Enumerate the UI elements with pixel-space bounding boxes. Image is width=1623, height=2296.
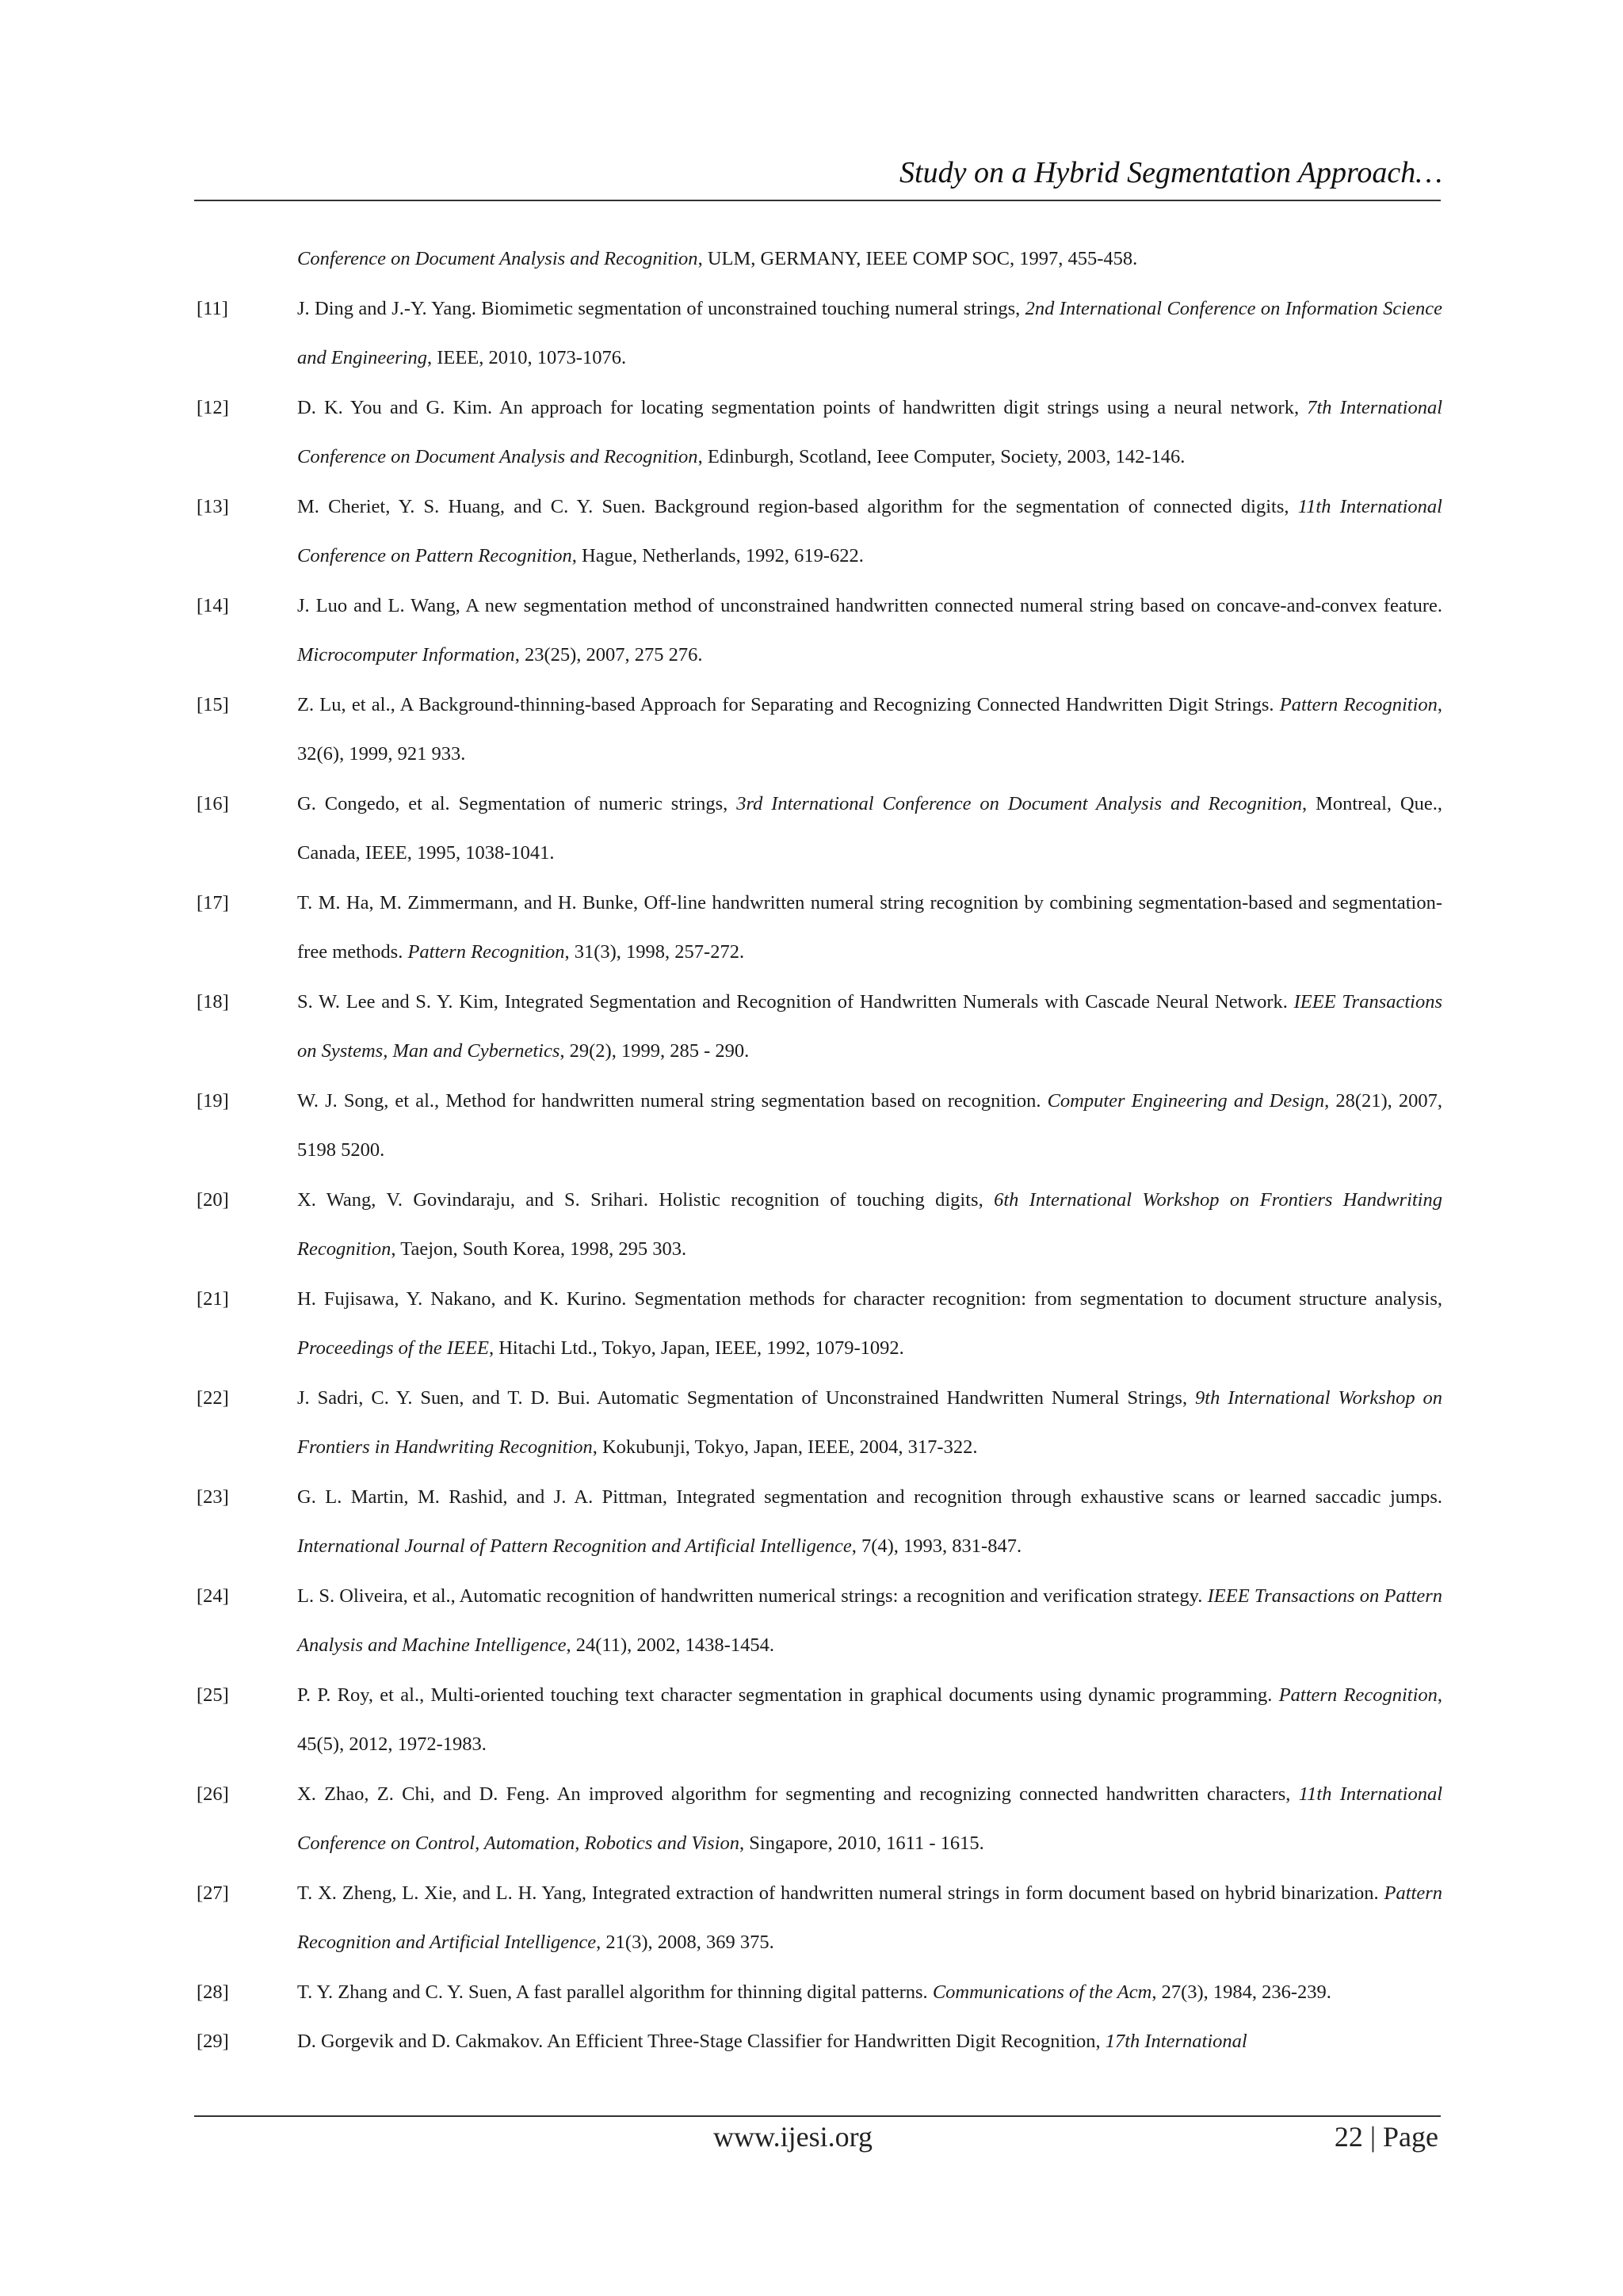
reference-text	[297, 1374, 1442, 1473]
reference-text	[297, 1473, 1442, 1572]
reference-segment: D. Gorgevik and D. Cakmakov. An Efficient Three-Stage Classifier for Handwritten Digit Recognition,	[297, 2031, 1106, 2052]
footer-rule	[194, 2115, 1441, 2117]
reference-number: [22]	[197, 1386, 229, 1409]
reference-venue: Pattern Recognition	[407, 941, 565, 963]
reference-entry	[197, 978, 1442, 1077]
reference-segment: , Edinburgh, Scotland, Ieee Computer, Society, 2003, 142-146.	[697, 446, 1186, 467]
reference-text	[297, 780, 1442, 879]
reference-segment: , 45(5), 2012, 1972-1983.	[297, 1684, 1443, 1755]
reference-venue: 7th International Conference on Document Analysis and Recognition	[297, 396, 1442, 467]
reference-segment: J. Sadri, C. Y. Suen, and T. D. Bui. Automatic Segmentation of Unconstrained Handwritten Numeral Strings,	[297, 1386, 1196, 1409]
reference-segment: P. P. Roy, et al., Multi-oriented touching text character segmentation in graphical documents using dynamic programming.	[297, 1684, 1279, 1706]
reference-segment: , 7(4), 1993, 831-847.	[851, 1535, 1022, 1557]
reference-entry	[197, 1176, 1442, 1275]
reference-segment: G. L. Martin, M. Rashid, and J. A. Pittman, Integrated segmentation and recognition through exhaustive scans or learned saccadic jumps.	[297, 1486, 1442, 1508]
reference-entry	[197, 1275, 1442, 1374]
reference-number: [13]	[197, 495, 229, 517]
reference-venue: Pattern Recognition	[1279, 693, 1438, 715]
reference-entry	[197, 383, 1442, 482]
reference-segment: , Taejon, South Korea, 1998, 295 303.	[391, 1238, 687, 1260]
reference-text	[297, 2017, 1442, 2067]
reference-venue: IEEE Transactions on Systems, Man and Cybernetics	[297, 990, 1443, 1062]
reference-venue: Pattern Recognition and Artificial Intelligence	[297, 1882, 1442, 1953]
reference-text	[297, 1671, 1442, 1770]
reference-segment: J. Luo and L. Wang, A new segmentation method of unconstrained handwritten connected numeral string based on concave-and-convex feature.	[297, 594, 1442, 616]
reference-segment: , 24(11), 2002, 1438-1454.	[566, 1634, 774, 1656]
reference-number: [26]	[197, 1783, 229, 1805]
reference-entry	[197, 1968, 1442, 2018]
reference-entry	[197, 284, 1442, 383]
reference-segment: , IEEE, 2010, 1073-1076.	[427, 347, 627, 368]
reference-entry	[197, 681, 1442, 780]
reference-text	[297, 235, 1442, 284]
reference-venue: 17th International	[1105, 2031, 1247, 2052]
reference-segment: , Kokubunji, Tokyo, Japan, IEEE, 2004, 317-322.	[592, 1436, 978, 1458]
reference-text	[297, 1176, 1442, 1275]
reference-segment: T. Y. Zhang and C. Y. Suen, A fast parallel algorithm for thinning digital patterns.	[297, 1981, 933, 2003]
reference-segment: , 31(3), 1998, 257-272.	[564, 941, 745, 963]
reference-segment: W. J. Song, et al., Method for handwritten numeral string segmentation based on recognition.	[297, 1089, 1048, 1112]
reference-entry	[197, 780, 1442, 879]
reference-segment: L. S. Oliveira, et al., Automatic recognition of handwritten numerical strings: a recognition and verification strategy.	[297, 1585, 1208, 1607]
reference-entry	[197, 1869, 1442, 1968]
header-rule	[194, 200, 1441, 201]
reference-number: [19]	[197, 1089, 229, 1112]
reference-text	[297, 1275, 1442, 1374]
reference-venue: 9th International Workshop on Frontiers in Handwriting Recognition	[297, 1386, 1442, 1458]
reference-entry	[197, 1671, 1442, 1770]
reference-text	[297, 978, 1442, 1077]
reference-number: [29]	[197, 2031, 229, 2052]
reference-text	[297, 582, 1442, 681]
reference-text	[297, 879, 1442, 978]
reference-segment: , 21(3), 2008, 369 375.	[596, 1932, 774, 1953]
reference-entry	[197, 1770, 1442, 1869]
reference-entry	[197, 1572, 1442, 1671]
reference-venue: International Journal of Pattern Recognition and Artificial Intelligence	[297, 1535, 852, 1557]
reference-entry	[197, 482, 1442, 582]
reference-entry	[197, 1077, 1442, 1176]
reference-entry	[197, 879, 1442, 978]
reference-venue: 6th International Workshop on Frontiers Handwriting Recognition	[297, 1188, 1442, 1260]
reference-number: [21]	[197, 1287, 229, 1310]
reference-number: [28]	[197, 1981, 229, 2003]
reference-segment: , 27(3), 1984, 236-239.	[1151, 1981, 1331, 2003]
reference-venue: Proceedings of the IEEE	[297, 1337, 489, 1359]
reference-segment: X. Zhao, Z. Chi, and D. Feng. An improved algorithm for segmenting and recognizing connected handwritten characters,	[297, 1783, 1299, 1805]
reference-number: [16]	[197, 792, 229, 814]
reference-venue: 11th International Conference on Pattern Recognition	[297, 495, 1442, 566]
reference-segment: , ULM, GERMANY, IEEE COMP SOC, 1997, 455-458.	[697, 248, 1138, 269]
reference-number: [23]	[197, 1486, 229, 1508]
reference-segment: , Hitachi Ltd., Tokyo, Japan, IEEE, 1992, 1079-1092.	[488, 1337, 904, 1359]
reference-text	[297, 1869, 1442, 1968]
reference-venue: Pattern Recognition	[1278, 1684, 1438, 1706]
reference-segment: G. Congedo, et al. Segmentation of numeric strings,	[297, 792, 737, 814]
reference-venue: 11th International Conference on Control, Automation, Robotics and Vision	[297, 1783, 1442, 1854]
reference-entry	[197, 1473, 1442, 1572]
reference-segment: , 29(2), 1999, 285 - 290.	[559, 1040, 750, 1062]
reference-segment: T. X. Zheng, L. Xie, and L. H. Yang, Integrated extraction of handwritten numeral strings in form document based on hybrid binarization.	[297, 1882, 1384, 1904]
reference-text	[297, 284, 1442, 383]
reference-entry	[197, 582, 1442, 681]
reference-entry	[197, 235, 1442, 284]
reference-text	[297, 383, 1442, 482]
reference-segment: , 28(21), 2007, 5198 5200.	[297, 1089, 1442, 1161]
reference-text	[297, 681, 1442, 780]
reference-number: [14]	[197, 594, 229, 616]
reference-segment: D. K. You and G. Kim. An approach for locating segmentation points of handwritten digit strings using a neural network,	[297, 396, 1308, 418]
reference-segment: , Hague, Netherlands, 1992, 619-622.	[571, 545, 864, 566]
reference-segment: T. M. Ha, M. Zimmermann, and H. Bunke, Off-line handwritten numeral string recognition by combining segmentation-based and segmentation-free methods.	[297, 891, 1442, 963]
reference-venue: 2nd International Conference on Information Science and Engineering	[297, 297, 1442, 368]
reference-number: [12]	[197, 396, 229, 418]
reference-text	[297, 1077, 1442, 1176]
reference-text	[297, 1968, 1442, 2018]
reference-segment: Z. Lu, et al., A Background-thinning-based Approach for Separating and Recognizing Connected Handwritten Digit Strings.	[297, 693, 1280, 715]
reference-venue: Conference on Document Analysis and Recognition	[297, 248, 698, 269]
reference-segment: , Montreal, Que., Canada, IEEE, 1995, 1038-1041.	[297, 792, 1442, 864]
reference-segment: , 32(6), 1999, 921 933.	[297, 693, 1442, 765]
reference-venue: IEEE Transactions on Pattern Analysis and Machine Intelligence	[297, 1585, 1442, 1656]
reference-venue: Computer Engineering and Design	[1047, 1089, 1325, 1112]
footer-url[interactable]: www.ijesi.org	[713, 2121, 873, 2153]
reference-venue: Microcomputer Information	[297, 644, 515, 666]
reference-number: [11]	[197, 297, 228, 319]
reference-list	[197, 235, 1442, 2067]
reference-segment: , Singapore, 2010, 1611 - 1615.	[739, 1833, 984, 1854]
reference-number: [18]	[197, 990, 229, 1013]
reference-entry	[197, 2017, 1442, 2067]
reference-entry	[197, 1374, 1442, 1473]
reference-number: [17]	[197, 891, 229, 913]
reference-segment: J. Ding and J.-Y. Yang. Biomimetic segmentation of unconstrained touching numeral strings,	[297, 297, 1025, 319]
reference-segment: X. Wang, V. Govindaraju, and S. Srihari. Holistic recognition of touching digits,	[297, 1188, 995, 1211]
reference-number: [24]	[197, 1585, 229, 1607]
reference-text	[297, 1572, 1442, 1671]
reference-number: [25]	[197, 1684, 229, 1706]
reference-venue: Communications of the Acm	[932, 1981, 1152, 2003]
reference-text	[297, 482, 1442, 582]
reference-venue: 3rd International Conference on Document Analysis and Recognition	[736, 792, 1303, 814]
reference-segment: H. Fujisawa, Y. Nakano, and K. Kurino. Segmentation methods for character recognition: from segmentation to document structure analysis,	[297, 1287, 1442, 1310]
reference-text	[297, 1770, 1442, 1869]
reference-number: [27]	[197, 1882, 229, 1904]
running-header: Study on a Hybrid Segmentation Approach…	[899, 156, 1442, 189]
reference-number: [20]	[197, 1188, 229, 1211]
reference-segment: S. W. Lee and S. Y. Kim, Integrated Segmentation and Recognition of Handwritten Numerals with Cascade Neural Network.	[297, 990, 1294, 1013]
page-number: 22 | Page	[1334, 2121, 1438, 2153]
reference-number: [15]	[197, 693, 229, 715]
reference-segment: , 23(25), 2007, 275 276.	[514, 644, 703, 666]
reference-segment: M. Cheriet, Y. S. Huang, and C. Y. Suen. Background region-based algorithm for the segmentation of connected digits,	[297, 495, 1298, 517]
